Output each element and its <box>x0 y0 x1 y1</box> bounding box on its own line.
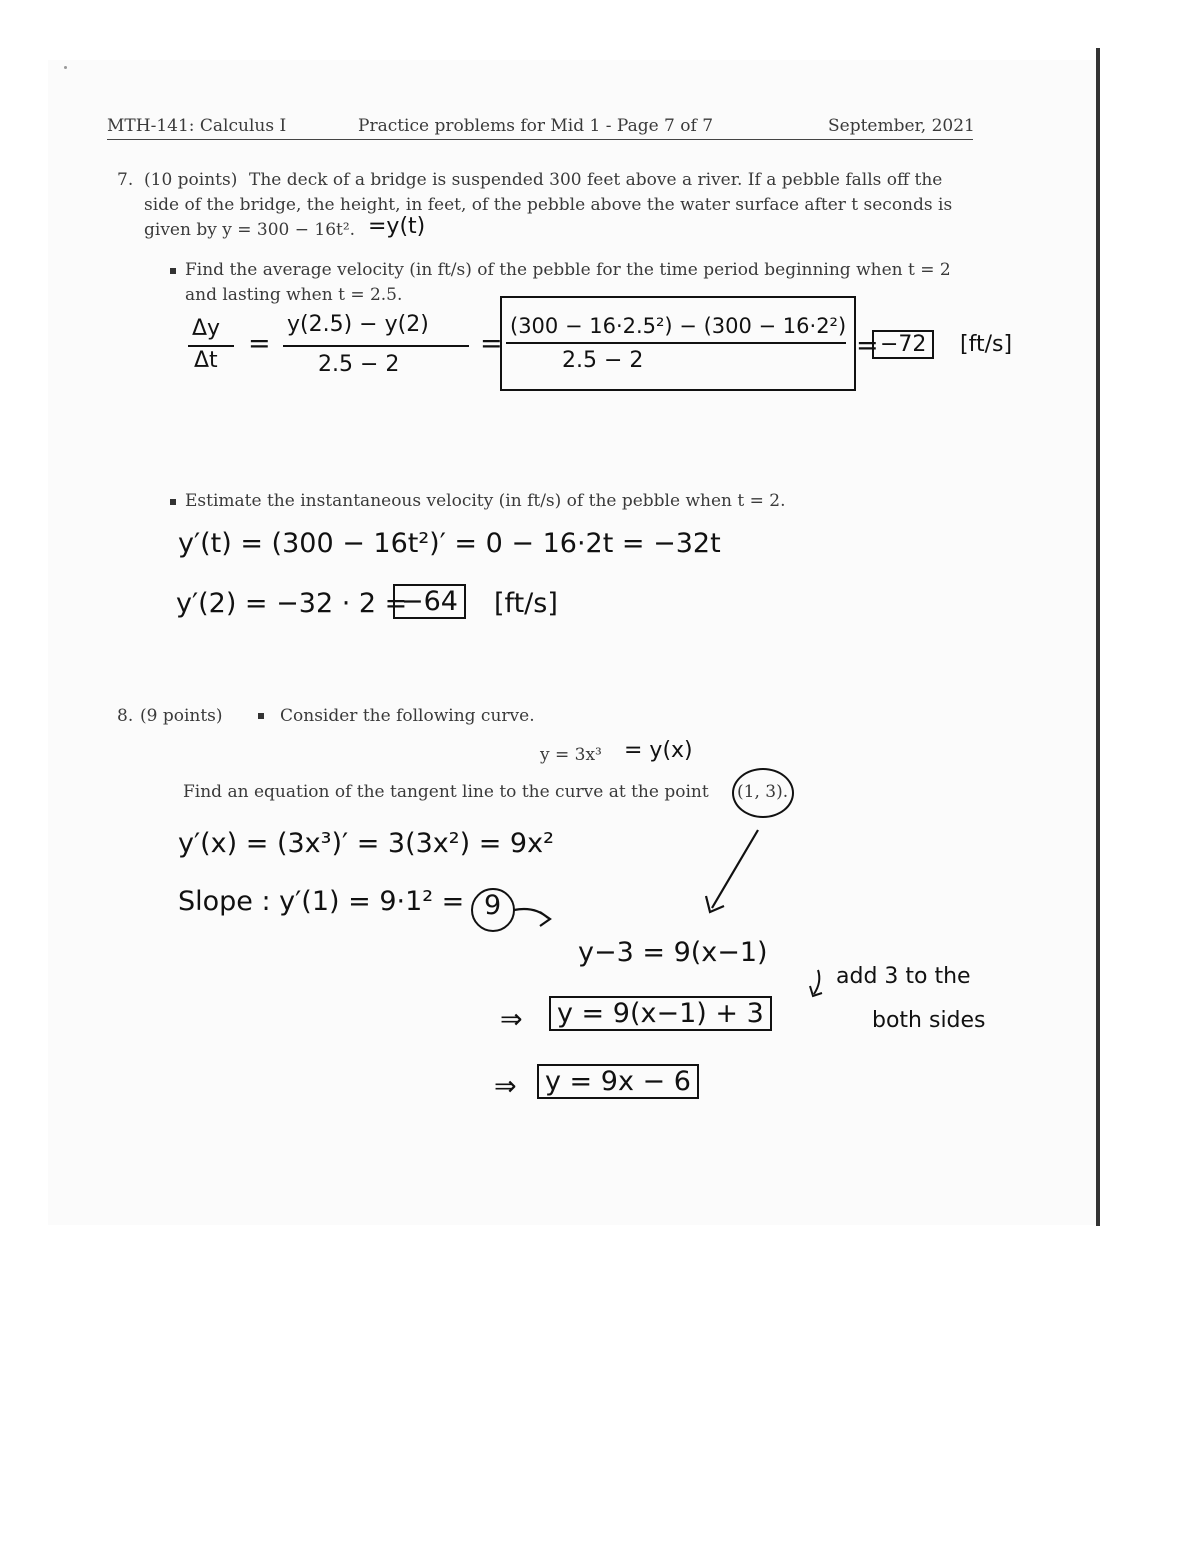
work8-note-line2: both sides <box>872 1008 986 1033</box>
part-b-text: Estimate the instantaneous velocity (in ft/s) of the pebble when t = 2. <box>185 491 786 511</box>
work-a-den2: 2.5 − 2 <box>562 348 644 373</box>
problem8-points: (9 points) <box>140 706 223 726</box>
work-a-num1: y(2.5) − y(2) <box>287 312 429 337</box>
problem8-point: (1, 3). <box>737 782 789 802</box>
arrow-add-three <box>810 970 822 996</box>
work8-implies-2: ⇒ <box>494 1071 517 1102</box>
work-a-dt: Δt <box>194 348 218 373</box>
work8-line1: y′(x) = (3x³)′ = 3(3x²) = 9x² <box>178 828 554 859</box>
work8-slope-value: 9 <box>484 890 502 921</box>
work8-slope: Slope : y′(1) = 9·1² = <box>178 886 465 917</box>
work-b-unit: [ft/s] <box>494 588 558 619</box>
work-a-den1: 2.5 − 2 <box>318 352 400 377</box>
work-a-equals-3: = <box>856 330 879 361</box>
work8-boxed2: y = 9x − 6 <box>537 1064 699 1099</box>
problem8-intro: Consider the following curve. <box>280 706 535 726</box>
problem7-number: 7. <box>117 170 134 190</box>
arrow-to-point-slope <box>706 830 758 912</box>
work-b-answer: −64 <box>393 584 466 619</box>
header-date: September, 2021 <box>828 116 975 136</box>
work8-boxed1: y = 9(x−1) + 3 <box>549 996 772 1031</box>
problem8-question: Find an equation of the tangent line to the curve at the point <box>183 782 709 802</box>
part-a-line2: and lasting when t = 2.5. <box>185 285 403 305</box>
part-a-line1: Find the average velocity (in ft/s) of the pebble for the time period beginning when t = 2 <box>185 260 951 280</box>
header-course: MTH-141: Calculus I <box>107 116 287 136</box>
work8-note-line1: add 3 to the <box>836 964 971 989</box>
work-a-equals-1: = <box>248 328 271 359</box>
work-a-unit: [ft/s] <box>960 332 1013 357</box>
header-title: Practice problems for Mid 1 - Page 7 of 7 <box>358 116 714 136</box>
problem7-points: (10 points) <box>144 170 238 190</box>
problem8-equation: y = 3x³ <box>540 745 602 765</box>
problem7-annotation: =y(t) <box>368 214 426 239</box>
work-a-dy: Δy <box>192 316 221 341</box>
problem8-number: 8. <box>117 706 134 726</box>
problem8-annotation: = y(x) <box>624 738 693 763</box>
work-a-answer: −72 <box>872 330 934 359</box>
arrow-from-slope <box>514 909 550 926</box>
work8-point-slope: y−3 = 9(x−1) <box>578 937 768 968</box>
work8-implies-1: ⇒ <box>500 1004 523 1035</box>
work-b-line1: y′(t) = (300 − 16t²)′ = 0 − 16·2t = −32t <box>178 528 721 559</box>
problem7-statement-line1: The deck of a bridge is suspended 300 feet above a river. If a pebble falls off the <box>249 170 943 190</box>
work-a-equals-2: = <box>480 328 503 359</box>
problem7-statement-line2: side of the bridge, the height, in feet, of the pebble above the water surface after t seconds is <box>144 195 953 215</box>
work-a-num2: (300 − 16·2.5²) − (300 − 16·2²) <box>510 314 847 338</box>
work-b-line2: y′(2) = −32 · 2 = <box>176 588 408 619</box>
problem7-statement-line3: given by y = 300 − 16t². <box>144 220 356 240</box>
